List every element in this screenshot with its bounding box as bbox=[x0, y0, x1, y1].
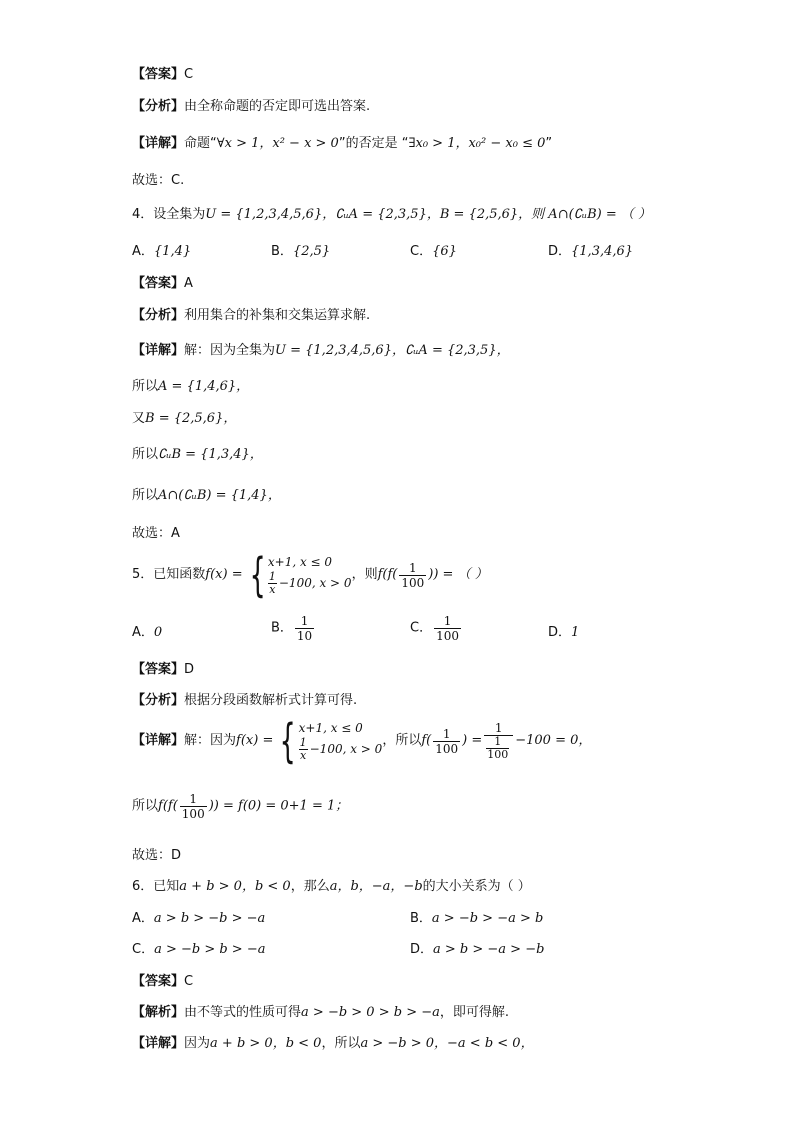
q4-detail-line bbox=[132, 342, 510, 360]
analysis-text: 根据分段函数解析式计算可得. bbox=[184, 693, 358, 708]
detail-text: ”的否定是 “ bbox=[338, 136, 409, 151]
q5-detail-line bbox=[132, 714, 592, 768]
detail-text: 所以 bbox=[132, 798, 159, 814]
question-text: 5．已知函数 bbox=[132, 567, 206, 582]
piecewise-cases bbox=[268, 554, 352, 596]
option-value: a > b > −a > −b bbox=[433, 942, 545, 957]
q4-answer-line bbox=[132, 275, 193, 293]
q5-answer-line bbox=[132, 661, 194, 679]
fraction bbox=[295, 614, 314, 643]
q5-option-a bbox=[132, 624, 162, 642]
detail-text: 命题“ bbox=[184, 136, 217, 151]
answer-label: 【答案】 bbox=[132, 67, 185, 82]
fraction-denominator: 100 bbox=[487, 748, 509, 761]
q4-option-c bbox=[410, 243, 457, 261]
q5-final-line bbox=[132, 792, 348, 821]
option-label: A． bbox=[132, 244, 154, 259]
step-text: 所以 bbox=[132, 379, 159, 394]
fraction-numerator: 1 bbox=[433, 727, 460, 742]
math-expr: f( bbox=[421, 733, 432, 748]
math-expr: a > −b > 0，−a < b < 0， bbox=[360, 1036, 534, 1051]
jiexi-label: 【解析】 bbox=[132, 1005, 185, 1020]
math-expr: a > −b > 0 > b > −a bbox=[301, 1005, 440, 1020]
math-expr: a，b，−a，−b bbox=[329, 879, 423, 894]
q6-option-a bbox=[132, 910, 265, 928]
q4-option-d bbox=[548, 243, 633, 261]
q6-option-d bbox=[410, 941, 544, 959]
fraction-denominator: 100 bbox=[435, 741, 459, 756]
q5-option-d bbox=[548, 624, 579, 642]
analysis-label: 【分析】 bbox=[132, 693, 185, 708]
q4-analysis-line bbox=[132, 307, 370, 325]
math-expr: a + b > 0，b < 0 bbox=[210, 1036, 322, 1051]
option-label: B． bbox=[271, 244, 293, 259]
option-value: a > −b > b > −a bbox=[154, 942, 266, 957]
fraction bbox=[180, 792, 207, 821]
answer-label: 【答案】 bbox=[132, 974, 185, 989]
analysis-text: 利用集合的补集和交集运算求解. bbox=[184, 308, 371, 323]
fraction-numerator: 1 bbox=[268, 570, 276, 583]
q6-analysis-line bbox=[132, 1004, 509, 1022]
option-label: B． bbox=[271, 620, 293, 636]
option-value: 1 bbox=[571, 625, 580, 640]
question-text: ，则 bbox=[351, 567, 378, 582]
option-value: {6} bbox=[432, 244, 457, 259]
option-value: a > −b > −a > b bbox=[431, 911, 544, 926]
q4-choose-line bbox=[132, 525, 180, 543]
q6-detail-line bbox=[132, 1035, 534, 1053]
math-expr: −100 = 0， bbox=[515, 733, 592, 748]
math-expr: f(f( bbox=[377, 567, 398, 582]
detail-text: ，所以 bbox=[321, 1036, 361, 1051]
math-expr: a + b > 0，b < 0 bbox=[179, 879, 291, 894]
piecewise-cases bbox=[299, 720, 383, 762]
question-text: 4．设全集为 bbox=[132, 207, 206, 222]
case-row bbox=[268, 571, 352, 596]
fraction bbox=[486, 736, 509, 761]
detail-label: 【详解】 bbox=[132, 136, 185, 151]
fraction-denominator: 100 bbox=[181, 807, 205, 821]
q5-stem bbox=[132, 548, 488, 602]
q5-option-c bbox=[410, 614, 463, 643]
q5-choose-line bbox=[132, 847, 181, 865]
option-label: D． bbox=[410, 942, 434, 957]
math-expr: A∩(∁ᵤB) = {1,4}， bbox=[158, 488, 281, 503]
analysis-label: 【分析】 bbox=[132, 99, 185, 114]
choose-text: 故选：C. bbox=[132, 173, 185, 188]
detail-text: 因为 bbox=[184, 1036, 211, 1051]
question-text: 的大小关系为（ ） bbox=[422, 879, 531, 894]
detail-text: 解：因为 bbox=[184, 733, 237, 748]
case-row: x+1, x ≤ 0 bbox=[298, 721, 363, 735]
math-expr: U = {1,2,3,4,5,6}，∁ᵤA = {2,3,5}，B = {2,5,6}，则 A∩(∁ᵤB) = （ ） bbox=[205, 207, 652, 222]
option-label: A． bbox=[132, 625, 154, 640]
fraction-numerator: 1 bbox=[299, 736, 307, 749]
option-value: a > b > −b > −a bbox=[153, 911, 266, 926]
option-label: C． bbox=[410, 244, 433, 259]
brace-symbol: { bbox=[249, 548, 266, 602]
math-expr: ∃x₀ > 1，x₀² − x₀ ≤ 0 bbox=[408, 136, 546, 151]
detail-text: ” bbox=[545, 136, 553, 151]
q4-option-a bbox=[132, 243, 191, 261]
detail-label: 【详解】 bbox=[132, 1036, 185, 1051]
analysis-label: 【分析】 bbox=[132, 308, 185, 323]
fraction bbox=[299, 737, 308, 762]
analysis-text: 由全称命题的否定即可选出答案. bbox=[184, 99, 371, 114]
choose-text: 故选：A bbox=[132, 526, 180, 541]
step-text: 所以 bbox=[132, 447, 159, 462]
option-label: D． bbox=[548, 625, 572, 640]
option-label: A． bbox=[132, 911, 154, 926]
q6-answer-line bbox=[132, 973, 193, 991]
answer-value: A bbox=[184, 276, 193, 291]
math-expr: ) = bbox=[462, 733, 483, 748]
fraction-denominator: x bbox=[300, 749, 307, 762]
answer-label: 【答案】 bbox=[132, 662, 185, 677]
math-expr: ∀x > 1，x² − x > 0 bbox=[216, 136, 339, 151]
q4-step2 bbox=[132, 410, 236, 428]
fraction bbox=[434, 614, 461, 643]
q5-option-b bbox=[271, 614, 316, 643]
math-expr: f(x) = bbox=[236, 733, 274, 748]
choose-text: 故选：D bbox=[132, 848, 182, 863]
fraction-denominator: 100 bbox=[401, 575, 425, 590]
q4-option-b bbox=[271, 243, 330, 261]
option-value: 0 bbox=[153, 625, 163, 640]
option-label: C． bbox=[410, 620, 433, 636]
q6-option-b bbox=[410, 910, 543, 928]
case-row bbox=[299, 737, 383, 762]
q4-step3 bbox=[132, 446, 263, 464]
answer-value: D bbox=[184, 662, 195, 677]
q6-option-c bbox=[132, 941, 265, 959]
compound-fraction bbox=[484, 721, 513, 761]
option-label: B． bbox=[410, 911, 432, 926]
math-expr: )) = （ ） bbox=[428, 567, 488, 582]
option-value: {2,5} bbox=[292, 244, 331, 259]
q5-analysis-line bbox=[132, 692, 357, 710]
analysis-text: ，即可得解. bbox=[439, 1005, 510, 1020]
fraction bbox=[268, 571, 277, 596]
q3-analysis-line bbox=[132, 98, 370, 116]
math-expr: A = {1,4,6}， bbox=[158, 379, 250, 394]
fraction-numerator: 1 bbox=[180, 792, 207, 807]
math-expr: B = {2,5,6}， bbox=[145, 411, 237, 426]
detail-label: 【详解】 bbox=[132, 733, 185, 748]
answer-value: C bbox=[184, 67, 194, 82]
fraction bbox=[433, 727, 460, 756]
case-tail: −100, x > 0 bbox=[309, 742, 383, 756]
case-tail: −100, x > 0 bbox=[278, 576, 352, 590]
step-text: 又 bbox=[132, 411, 146, 426]
q6-stem bbox=[132, 878, 531, 896]
q4-stem bbox=[132, 206, 651, 224]
step-text: 所以 bbox=[132, 488, 159, 503]
fraction bbox=[399, 561, 426, 590]
fraction-numerator: 1 bbox=[295, 614, 314, 629]
fraction-denominator: 100 bbox=[436, 629, 459, 643]
option-value: {1,4} bbox=[153, 244, 192, 259]
fraction-numerator: 1 bbox=[484, 721, 513, 736]
option-label: C． bbox=[132, 942, 155, 957]
q3-detail-line bbox=[132, 135, 552, 153]
question-text: 6．已知 bbox=[132, 879, 180, 894]
q4-step1 bbox=[132, 378, 249, 396]
fraction-denominator: 10 bbox=[296, 629, 313, 643]
detail-text: ，所以 bbox=[382, 733, 422, 748]
math-expr: f(x) = bbox=[205, 567, 243, 582]
math-expr: f(f( bbox=[158, 798, 178, 814]
answer-label: 【答案】 bbox=[132, 276, 185, 291]
option-label: D． bbox=[548, 244, 572, 259]
answer-value: C bbox=[184, 974, 194, 989]
detail-label: 【详解】 bbox=[132, 343, 185, 358]
math-expr: ∁ᵤB = {1,3,4}， bbox=[158, 447, 263, 462]
case-row: x+1, x ≤ 0 bbox=[267, 555, 333, 569]
question-text: ，那么 bbox=[290, 879, 330, 894]
q3-answer-line bbox=[132, 66, 193, 84]
fraction-denominator: x bbox=[269, 583, 276, 596]
fraction-numerator: 1 bbox=[486, 736, 509, 749]
q3-choose-line bbox=[132, 172, 184, 190]
analysis-text: 由不等式的性质可得 bbox=[184, 1005, 302, 1020]
q4-step4 bbox=[132, 487, 281, 505]
math-expr: U = {1,2,3,4,5,6}，∁ᵤA = {2,3,5}， bbox=[275, 343, 510, 358]
brace-symbol: { bbox=[279, 714, 297, 768]
fraction-numerator: 1 bbox=[434, 614, 461, 629]
option-value: {1,3,4,6} bbox=[571, 244, 634, 259]
fraction-numerator: 1 bbox=[399, 561, 426, 576]
detail-text: 解：因为全集为 bbox=[184, 343, 276, 358]
fraction-denominator bbox=[484, 736, 513, 761]
math-expr: )) = f(0) = 0+1 = 1； bbox=[208, 798, 349, 814]
